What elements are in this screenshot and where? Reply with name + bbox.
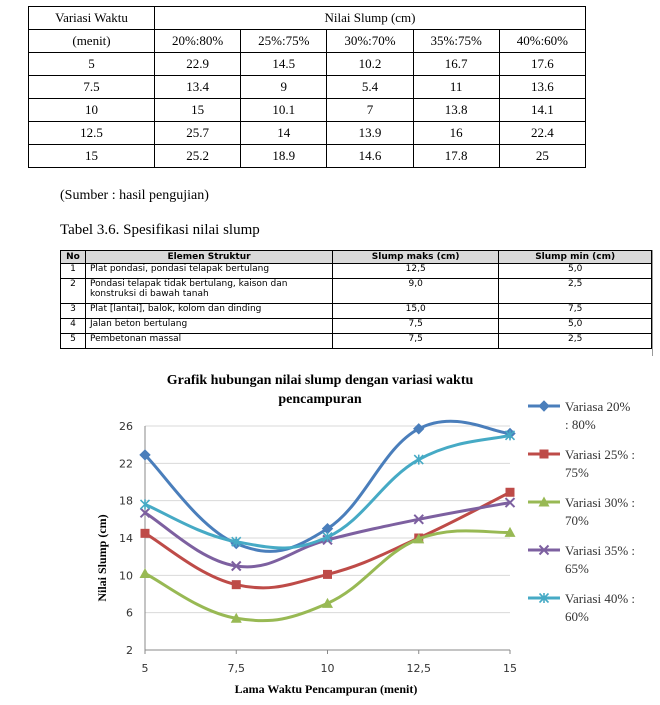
header-cell: 35%:75% [413, 30, 499, 53]
header-elemen: Elemen Struktur [86, 251, 333, 264]
table-cell: 7,5 [333, 334, 499, 349]
table-cell: 22.4 [499, 122, 585, 145]
table-cell: 14.1 [499, 99, 585, 122]
header-cell: 30%:70% [327, 30, 413, 53]
header-slump-min: Slump min (cm) [499, 251, 652, 264]
header-cell: (menit) [29, 30, 155, 53]
header-variasi-waktu: Variasi Waktu [29, 7, 155, 30]
table-cell: 25.7 [155, 122, 241, 145]
header-nilai-slump: Nilai Slump (cm) [155, 7, 586, 30]
table-cell: 3 [61, 304, 86, 319]
table-cell: 9,0 [333, 279, 499, 304]
table-cell: 13.8 [413, 99, 499, 122]
table-row [29, 122, 586, 145]
table-cell: 12.5 [29, 122, 155, 145]
table-cell: 4 [61, 319, 86, 334]
header-no: No [61, 251, 86, 264]
table-cell: 2 [61, 279, 86, 304]
plot-area [119, 420, 517, 675]
legend-marker [540, 450, 549, 459]
data-point [414, 455, 423, 465]
table-cell: 16 [413, 122, 499, 145]
table-cell: Plat pondasi, pondasi telapak bertulang [86, 264, 333, 279]
table-cell: 14.5 [241, 53, 327, 76]
legend-label: : 80% [565, 417, 596, 432]
table-cell: Pondasi telapak tidak bertulang, kaison dan konstruksi di bawah tanah [86, 279, 333, 304]
table-cell: 17.8 [413, 145, 499, 168]
table-cell: 25 [499, 145, 585, 168]
table-row [29, 53, 586, 76]
table-cell: 14 [241, 122, 327, 145]
table-row [61, 334, 652, 349]
table-row [61, 279, 652, 304]
table-cell: 5 [61, 334, 86, 349]
table-cell: 18.9 [241, 145, 327, 168]
table-cell: 5,0 [499, 319, 652, 334]
table-cell: 7,5 [499, 304, 652, 319]
y-tick-label: 14 [119, 532, 133, 545]
table-cell: 15 [155, 99, 241, 122]
header-cell: 40%:60% [499, 30, 585, 53]
legend-label: Variasa 20% [565, 399, 631, 414]
table-cell: 13.9 [327, 122, 413, 145]
table-cell: 5.4 [327, 76, 413, 99]
table-row [29, 76, 586, 99]
table-cell: 2,5 [499, 334, 652, 349]
y-tick-label: 18 [119, 494, 133, 508]
slump-line-chart [0, 360, 660, 705]
x-tick-label: 12,5 [406, 662, 431, 675]
table-cell: 14.6 [327, 145, 413, 168]
table-cell: 7 [327, 99, 413, 122]
table-cell: 10 [29, 99, 155, 122]
table-cell: 2,5 [499, 279, 652, 304]
table-cell: 10.2 [327, 53, 413, 76]
legend-label: 65% [565, 561, 589, 576]
data-point [506, 488, 515, 497]
data-point [323, 570, 332, 579]
table-cell: 13.6 [499, 76, 585, 99]
table-caption: Tabel 3.6. Spesifikasi nilai slump [60, 222, 260, 238]
legend-label: Variasi 30% : [565, 495, 636, 510]
table-cell: 11 [413, 76, 499, 99]
legend-label: 70% [565, 513, 589, 528]
table-row [61, 304, 652, 319]
x-tick-label: 10 [320, 662, 335, 675]
legend-label: 60% [565, 609, 589, 624]
header-cell: 25%:75% [241, 30, 327, 53]
table-cell: 9 [241, 76, 327, 99]
x-axis-label: Lama Waktu Pencampuran (menit) [234, 682, 418, 696]
table-cell: 16.7 [413, 53, 499, 76]
table-cell: 7,5 [333, 319, 499, 334]
table-cell: 5,0 [499, 264, 652, 279]
chart-title-line-2: pencampuran [278, 392, 362, 407]
slump-spec-table [60, 250, 652, 349]
legend-marker [539, 401, 549, 411]
y-axis-label: Nilai Slump (cm) [95, 514, 109, 602]
x-tick-label: 5 [141, 662, 149, 675]
table-cell: 15 [29, 145, 155, 168]
slump-results-table [28, 6, 586, 168]
table-cell: 25.2 [155, 145, 241, 168]
table-row [61, 319, 652, 334]
header-slump-maks: Slump maks (cm) [333, 251, 499, 264]
table-cell: 5 [29, 53, 155, 76]
table-cell: 12,5 [333, 264, 499, 279]
table-cell: 7.5 [29, 76, 155, 99]
data-point [232, 580, 241, 589]
header-cell: 20%:80% [155, 30, 241, 53]
chart-title-line-1: Grafik hubungan nilai slump dengan variasi waktu [166, 373, 474, 388]
table-cell: 17.6 [499, 53, 585, 76]
x-tick-label: 15 [503, 662, 517, 675]
y-tick-label: 10 [119, 569, 133, 583]
table-cell: 22.9 [155, 53, 241, 76]
x-tick-label: 7,5 [227, 662, 245, 675]
table-cell: 10.1 [241, 99, 327, 122]
table-row [29, 99, 586, 122]
legend-label: 75% [565, 465, 589, 480]
table-cell: Plat [lantai], balok, kolom dan dinding [86, 304, 333, 319]
table-cell: 1 [61, 264, 86, 279]
legend-label: Variasi 25% : [565, 447, 636, 462]
table-cell: 15,0 [333, 304, 499, 319]
table-cell: Jalan beton bertulang [86, 319, 333, 334]
y-tick-label: 26 [119, 420, 133, 433]
data-point [140, 568, 151, 578]
y-tick-label: 6 [126, 606, 133, 620]
legend-label: Variasi 35% : [565, 543, 636, 558]
legend-label: Variasi 40% : [565, 591, 636, 606]
table-cell: Pembetonan massal [86, 334, 333, 349]
chart-legend [528, 399, 635, 624]
table-row [29, 145, 586, 168]
table-cell: 13.4 [155, 76, 241, 99]
y-tick-label: 22 [119, 457, 133, 471]
source-note: (Sumber : hasil pengujian) [60, 188, 209, 203]
slump-spec-table-frame [60, 250, 653, 356]
data-point [141, 529, 150, 538]
table-row [61, 264, 652, 279]
y-tick-label: 2 [126, 644, 133, 657]
